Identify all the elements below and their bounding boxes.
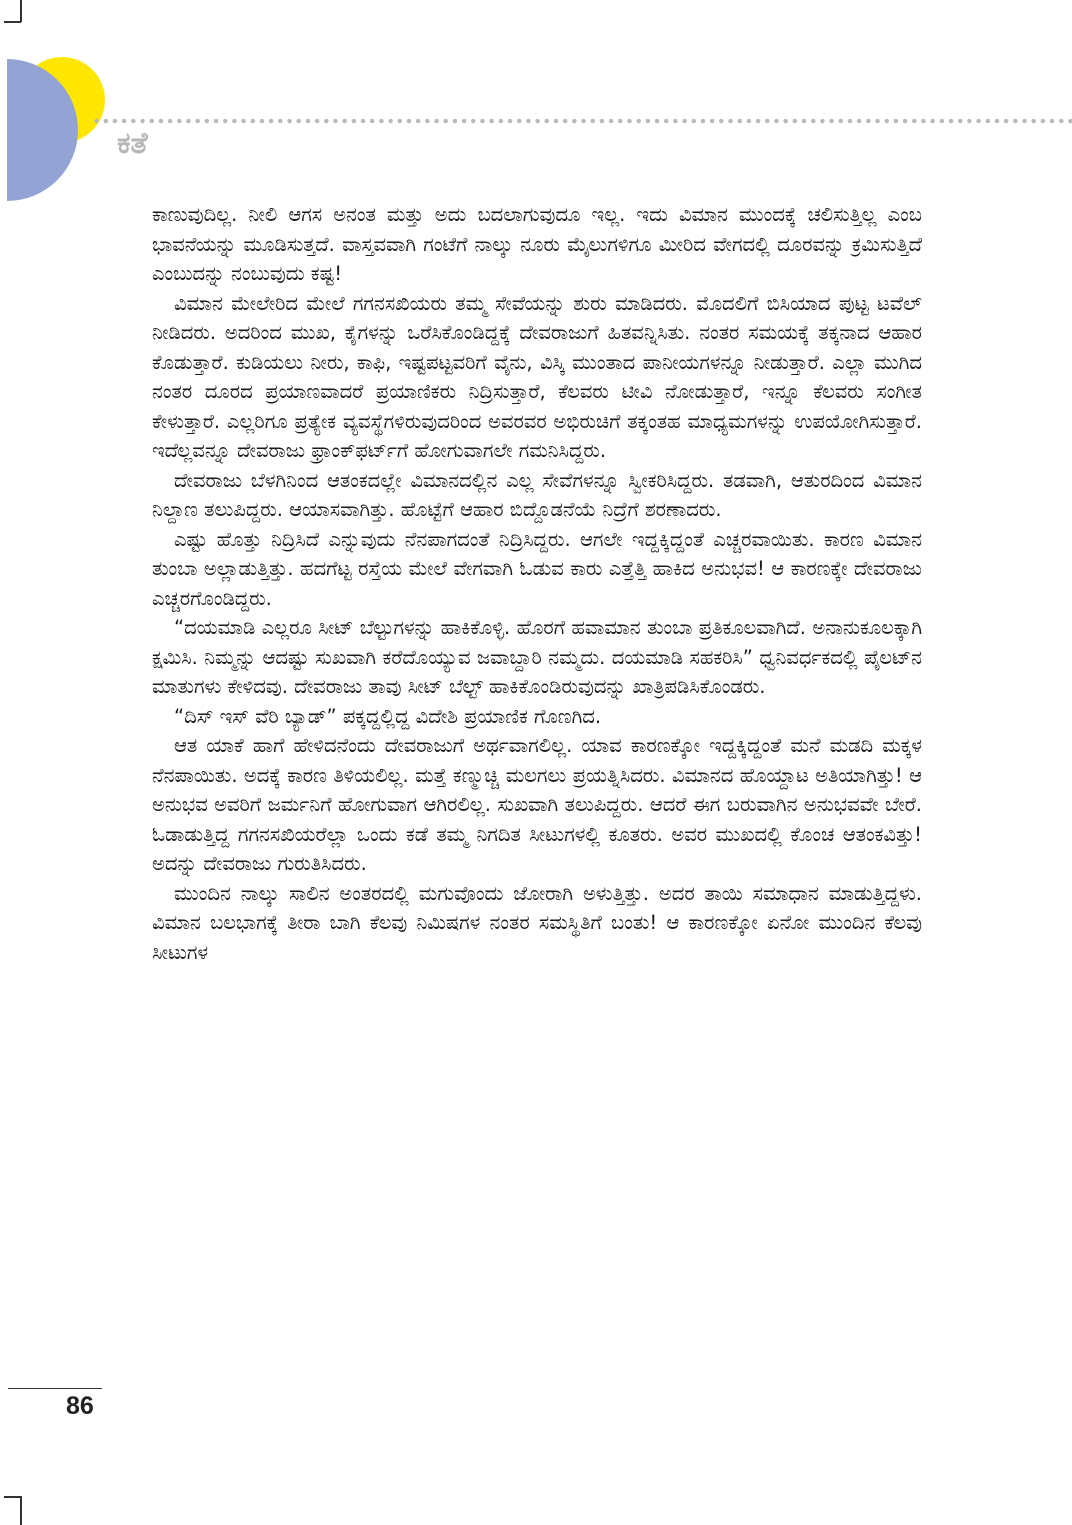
story-paragraph: ಕಾಣುವುದಿಲ್ಲ. ನೀಲಿ ಆಗಸ ಅನಂತ ಮತ್ತು ಅದು ಬದಲಾಗುವುದೂ ಇಲ್ಲ. ಇದು ವಿಮಾನ ಮುಂದಕ್ಕೆ ಚಲಿಸುತ್ತಿಲ್ಲ ಎಂಬ ಭಾವನೆಯನ್ನು ಮೂಡಿಸುತ್ತದೆ. ವಾಸ್ತವವಾಗಿ ಗಂಟೆಗೆ ನಾಲ್ಕು ನೂರು ಮೈಲುಗಳಿಗೂ ಮೀರಿದ ವೇಗದಲ್ಲಿ ದೂರವನ್ನು ಕ್ರಮಿಸುತ್ತಿದೆ ಎಂಬುದನ್ನು ನಂಬುವುದು ಕಷ್ಟ!	[152, 203, 922, 285]
story-paragraph: ಮುಂದಿನ ನಾಲ್ಕು ಸಾಲಿನ ಅಂತರದಲ್ಲಿ ಮಗುವೊಂದು ಜೋರಾಗಿ ಅಳುತ್ತಿತ್ತು. ಅದರ ತಾಯಿ ಸಮಾಧಾನ ಮಾಡುತ್ತಿದ್ದಳು. ವಿಮಾನ ಬಲಭಾಗಕ್ಕೆ ತೀರಾ ಬಾಗಿ ಕೆಲವು ನಿಮಿಷಗಳ ನಂತರ ಸಮಸ್ಥಿತಿಗೆ ಬಂತು! ಆ ಕಾರಣಕ್ಕೋ ಏನೋ ಮುಂದಿನ ಕೆಲವು ಸೀಟುಗಳ	[152, 881, 922, 964]
story-paragraph: “ದಯಮಾಡಿ ಎಲ್ಲರೂ ಸೀಟ್ ಬೆಲ್ಟುಗಳನ್ನು ಹಾಕಿಕೊಳ್ಳಿ. ಹೊರಗೆ ಹವಾಮಾನ ತುಂಬಾ ಪ್ರತಿಕೂಲವಾಗಿದೆ. ಅನಾನುಕೂಲಕ್ಕಾಗಿ ಕ್ಷಮಿಸಿ. ನಿಮ್ಮನ್ನು ಆದಷ್ಟು ಸುಖವಾಗಿ ಕರೆದೊಯ್ಯುವ ಜವಾಬ್ದಾರಿ ನಮ್ಮದು. ದಯಮಾಡಿ ಸಹಕರಿಸಿ” ಧ್ವನಿವರ್ಧಕದಲ್ಲಿ ಪೈಲಟ್‌ನ ಮಾತುಗಳು ಕೇಳಿದವು. ದೇವರಾಜು ತಾವು ಸೀಟ್ ಬೆಲ್ಟ್ ಹಾಕಿಕೊಂಡಿರುವುದನ್ನು ಖಾತ್ರಿಪಡಿಸಿಕೊಂಡರು.	[152, 616, 922, 698]
story-body	[152, 200, 922, 1400]
crop-mark	[4, 1496, 21, 1498]
section-title: ಕತೆ	[117, 126, 148, 161]
crop-mark	[20, 1496, 22, 1525]
story-paragraph: ದೇವರಾಜು ಬೆಳಗಿನಿಂದ ಆತಂಕದಲ್ಲೇ ವಿಮಾನದಲ್ಲಿನ ಎಲ್ಲ ಸೇವೆಗಳನ್ನೂ ಸ್ವೀಕರಿಸಿದ್ದರು. ತಡವಾಗಿ, ಆತುರದಿಂದ ವಿಮಾನ ನಿಲ್ದಾಣ ತಲುಪಿದ್ದರು. ಆಯಾಸವಾಗಿತ್ತು. ಹೊಟ್ಟೆಗೆ ಆಹಾರ ಬಿದ್ದೊಡನೆಯೆ ನಿದ್ರೆಗೆ ಶರಣಾದರು.	[152, 468, 922, 521]
corner-circles-graphic	[0, 0, 140, 220]
story-paragraph: ವಿಮಾನ ಮೇಲೇರಿದ ಮೇಲೆ ಗಗನಸಖಿಯರು ತಮ್ಮ ಸೇವೆಯನ್ನು ಶುರು ಮಾಡಿದರು. ಮೊದಲಿಗೆ ಬಿಸಿಯಾದ ಪುಟ್ಟ ಟವೆಲ್ ನೀಡಿದರು. ಅದರಿಂದ ಮುಖ, ಕೈಗಳನ್ನು ಒರೆಸಿಕೊಂಡಿದ್ದಕ್ಕೆ ದೇವರಾಜುಗೆ ಹಿತವನ್ನಿಸಿತು. ನಂತರ ಸಮಯಕ್ಕೆ ತಕ್ಕನಾದ ಆಹಾರ ಕೊಡುತ್ತಾರೆ. ಕುಡಿಯಲು ನೀರು, ಕಾಫಿ, ಇಷ್ಟಪಟ್ಟವರಿಗೆ ವೈನು, ವಿಸ್ಕಿ ಮುಂತಾದ ಪಾನೀಯಗಳನ್ನೂ ನೀಡುತ್ತಾರೆ. ಎಲ್ಲಾ ಮುಗಿದ ನಂತರ ದೂರದ ಪ್ರಯಾಣವಾದರೆ ಪ್ರಯಾಣಿಕರು ನಿದ್ರಿಸುತ್ತಾರೆ, ಕೆಲವರು ಟೀವಿ ನೋಡುತ್ತಾರೆ, ಇನ್ನೂ ಕೆಲವರು ಸಂಗೀತ ಕೇಳುತ್ತಾರೆ. ಎಲ್ಲರಿಗೂ ಪ್ರತ್ಯೇಕ ವ್ಯವಸ್ಥೆಗಳಿರುವುದರಿಂದ ಅವರವರ ಅಭಿರುಚಿಗೆ ತಕ್ಕಂತಹ ಮಾಧ್ಯಮಗಳನ್ನು ಉಪಯೋಗಿಸುತ್ತಾರೆ. ಇದೆಲ್ಲವನ್ನೂ ದೇವರಾಜು ಫ್ರಾಂಕ್‌ಫರ್ಟ್‌ಗೆ ಹೋಗುವಾಗಲೇ ಗಮನಿಸಿದ್ದರು.	[152, 291, 922, 462]
folio-rule	[8, 1388, 102, 1389]
dotted-rule	[92, 118, 1072, 124]
story-paragraph: ಆತ ಯಾಕೆ ಹಾಗೆ ಹೇಳಿದನೆಂದು ದೇವರಾಜುಗೆ ಅರ್ಥವಾಗಲಿಲ್ಲ. ಯಾವ ಕಾರಣಕ್ಕೋ ಇದ್ದಕ್ಕಿದ್ದಂತೆ ಮನೆ ಮಡದಿ ಮಕ್ಕಳ ನೆನಪಾಯಿತು. ಅದಕ್ಕೆ ಕಾರಣ ತಿಳಿಯಲಿಲ್ಲ. ಮತ್ತೆ ಕಣ್ಮುಚ್ಚಿ ಮಲಗಲು ಪ್ರಯತ್ನಿಸಿದರು. ವಿಮಾನದ ಹೊಯ್ದಾಟ ಅತಿಯಾಗಿತ್ತು! ಆ ಅನುಭವ ಅವರಿಗೆ ಜರ್ಮನಿಗೆ ಹೋಗುವಾಗ ಆಗಿರಲಿಲ್ಲ. ಸುಖವಾಗಿ ತಲುಪಿದ್ದರು. ಆದರೆ ಈಗ ಬರುವಾಗಿನ ಅನುಭವವೇ ಬೇರೆ. ಓಡಾಡುತ್ತಿದ್ದ ಗಗನಸಖಿಯರೆಲ್ಲಾ ಒಂದು ಕಡೆ ತಮ್ಮ ನಿಗದಿತ ಸೀಟುಗಳಲ್ಲಿ ಕೂತರು. ಅವರ ಮುಖದಲ್ಲಿ ಕೊಂಚ ಆತಂಕವಿತ್ತು! ಅದನ್ನು ದೇವರಾಜು ಗುರುತಿಸಿದರು.	[152, 734, 922, 875]
story-paragraph: ಎಷ್ಟು ಹೊತ್ತು ನಿದ್ರಿಸಿದೆ ಎನ್ನುವುದು ನೆನಪಾಗದಂತೆ ನಿದ್ರಿಸಿದ್ದರು. ಆಗಲೇ ಇದ್ದಕ್ಕಿದ್ದಂತೆ ಎಚ್ಚರವಾಯಿತು. ಕಾರಣ ವಿಮಾನ ತುಂಬಾ ಅಲ್ಲಾಡುತ್ತಿತ್ತು. ಹದಗೆಟ್ಟ ರಸ್ತೆಯ ಮೇಲೆ ವೇಗವಾಗಿ ಓಡುವ ಕಾರು ಎತ್ತೆತ್ತಿ ಹಾಕಿದ ಅನುಭವ! ಆ ಕಾರಣಕ್ಕೇ ದೇವರಾಜು ಎಚ್ಚರಗೊಂಡಿದ್ದರು.	[152, 527, 922, 610]
page-number: 86	[66, 1392, 94, 1420]
story-paragraph: “ದಿಸ್ ಇಸ್ ವೆರಿ ಬ್ಯಾಡ್” ಪಕ್ಕದ್ದಲ್ಲಿದ್ದ ವಿದೇಶಿ ಪ್ರಯಾಣಿಕ ಗೊಣಗಿದ.	[174, 704, 602, 728]
